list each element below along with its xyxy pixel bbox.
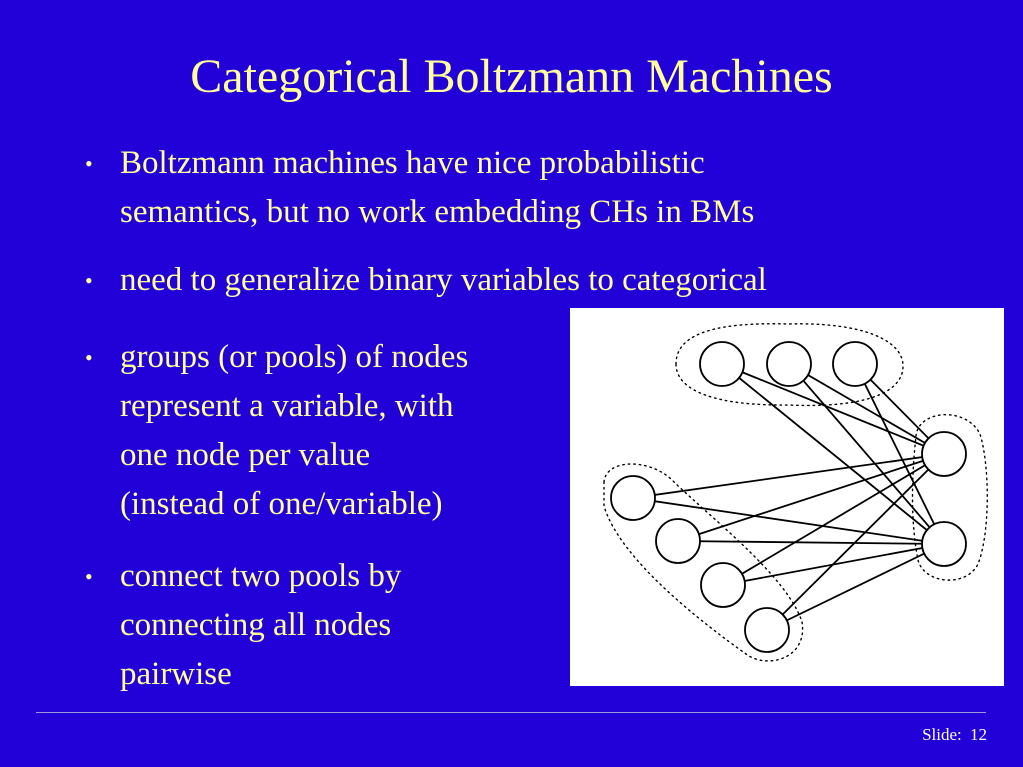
slide-number-label: Slide: xyxy=(922,725,962,744)
bullet-item-4 xyxy=(85,552,402,699)
bullet-3-line-2: represent a variable, with xyxy=(120,388,454,424)
right-node-2 xyxy=(922,522,966,566)
top-node-2 xyxy=(767,342,811,386)
connection-left-node-4-right-node-2 xyxy=(767,544,944,630)
bullet-icon: • xyxy=(85,564,93,589)
bullet-item-2 xyxy=(85,256,767,305)
bullet-icon: • xyxy=(85,345,93,370)
slide-number xyxy=(922,724,987,746)
bullet-3-line-3: one node per value xyxy=(120,437,371,473)
bullet-icon: • xyxy=(85,268,93,293)
left-node-4 xyxy=(745,608,789,652)
connection-left-node-2-right-node-2 xyxy=(678,541,944,544)
footer-divider xyxy=(36,712,986,713)
top-node-1 xyxy=(700,342,744,386)
top-node-3 xyxy=(833,342,877,386)
bullet-4-line-2: connecting all nodes xyxy=(120,607,392,643)
slide-title: Categorical Boltzmann Machines xyxy=(190,50,833,103)
left-node-3 xyxy=(701,563,745,607)
connection-top-node-1-right-node-1 xyxy=(722,364,944,454)
connection-left-node-1-right-node-1 xyxy=(633,454,944,498)
bullet-3-line-1: groups (or pools) of nodes xyxy=(120,339,469,375)
network-diagram xyxy=(570,308,1004,686)
bullet-1-line-2: semantics, but no work embedding CHs in BMs xyxy=(120,194,755,230)
bullet-1-line-1: Boltzmann machines have nice probabilistic xyxy=(120,145,705,181)
bullet-3-line-4: (instead of one/variable) xyxy=(120,486,443,522)
bullet-4-line-1: connect two pools by xyxy=(120,558,402,594)
bullet-2-line-1: need to generalize binary variables to categorical xyxy=(120,262,767,298)
left-node-1 xyxy=(611,476,655,520)
connection-top-node-2-right-node-2 xyxy=(789,364,944,544)
slide-number-value: 12 xyxy=(970,725,987,744)
bullet-icon: • xyxy=(85,151,93,176)
network-diagram-panel xyxy=(570,308,1004,686)
right-node-1 xyxy=(922,432,966,476)
left-node-2 xyxy=(656,519,700,563)
bullet-item-3 xyxy=(85,333,469,529)
bullet-item-1 xyxy=(85,139,755,237)
bullet-4-line-3: pairwise xyxy=(120,656,232,692)
connection-top-node-1-right-node-2 xyxy=(722,364,944,544)
